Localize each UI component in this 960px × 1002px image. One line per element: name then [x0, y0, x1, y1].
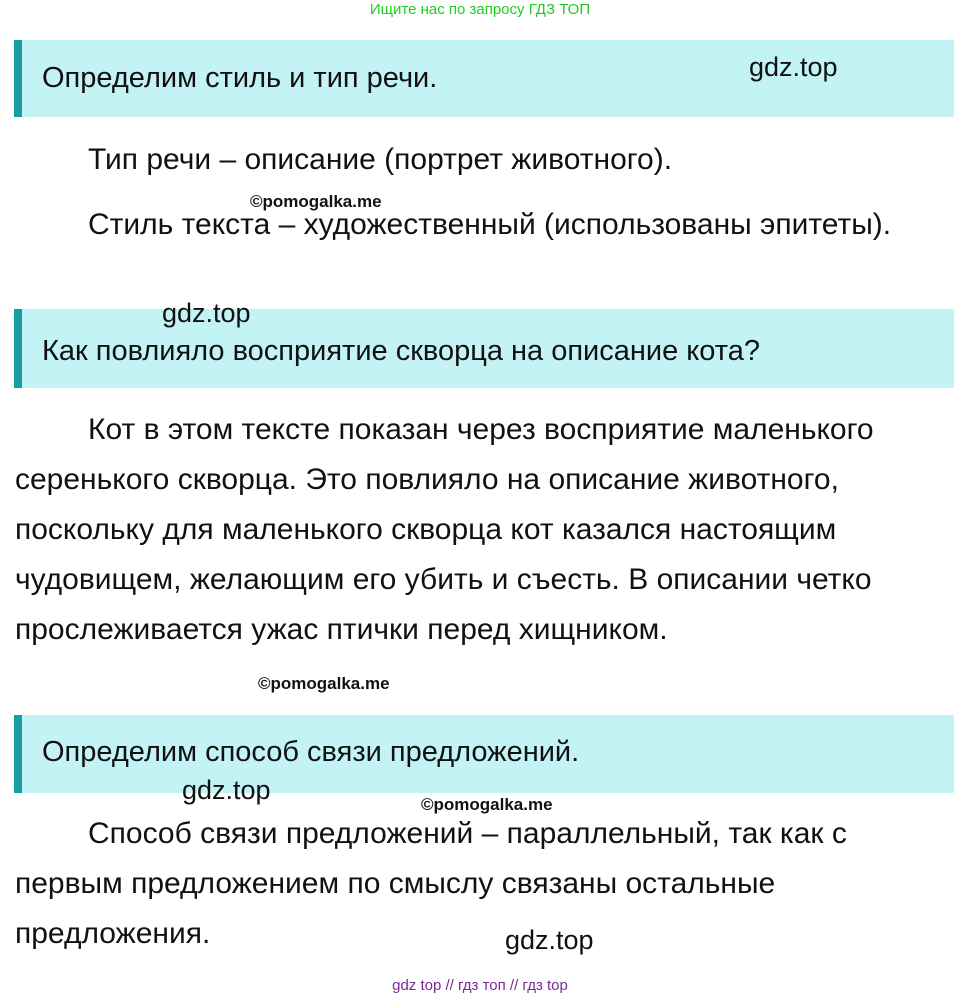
section-heading-2-text: Как повлияло восприятие скворца на описание кота? [42, 335, 761, 367]
section-heading-1-text: Определим стиль и тип речи. [42, 62, 438, 94]
section-heading-3-text: Определим способ связи предложений. [42, 736, 580, 768]
top-banner: Ищите нас по запросу ГДЗ ТОП [369, 1, 591, 18]
paragraph-2-1: Кот в этом тексте показан через восприятие маленького серенького скворца. Это повлияло на описание животного, поскольку для маленького скворца кот казался настоящим чудовищем, желающим его убить и съесть. В описании четко прослеживается ужас птички перед хищником. [15, 413, 874, 646]
watermark-pomogalka-3: ©pomogalka.me [421, 795, 553, 814]
watermark-gdz-1: gdz.top [749, 52, 838, 82]
paragraph-3-1: Способ связи предложений – параллельный, так как с первым предложением по смыслу связаны остальные предложения. [15, 817, 847, 950]
watermark-gdz-2: gdz.top [162, 298, 251, 328]
section-heading-3 [14, 715, 954, 793]
watermark-gdz-4: gdz.top [505, 925, 594, 955]
watermark-pomogalka-2: ©pomogalka.me [258, 674, 390, 693]
watermark-pomogalka-1: ©pomogalka.me [250, 192, 382, 211]
paragraph-1-2: Стиль текста – художественный (использованы эпитеты). [88, 208, 892, 241]
section-heading-2 [14, 309, 954, 388]
footer-links: gdz top // гдз топ // гдз top [392, 977, 568, 994]
paragraph-1-1: Тип речи – описание (портрет животного). [88, 143, 673, 176]
watermark-gdz-3: gdz.top [182, 775, 271, 805]
